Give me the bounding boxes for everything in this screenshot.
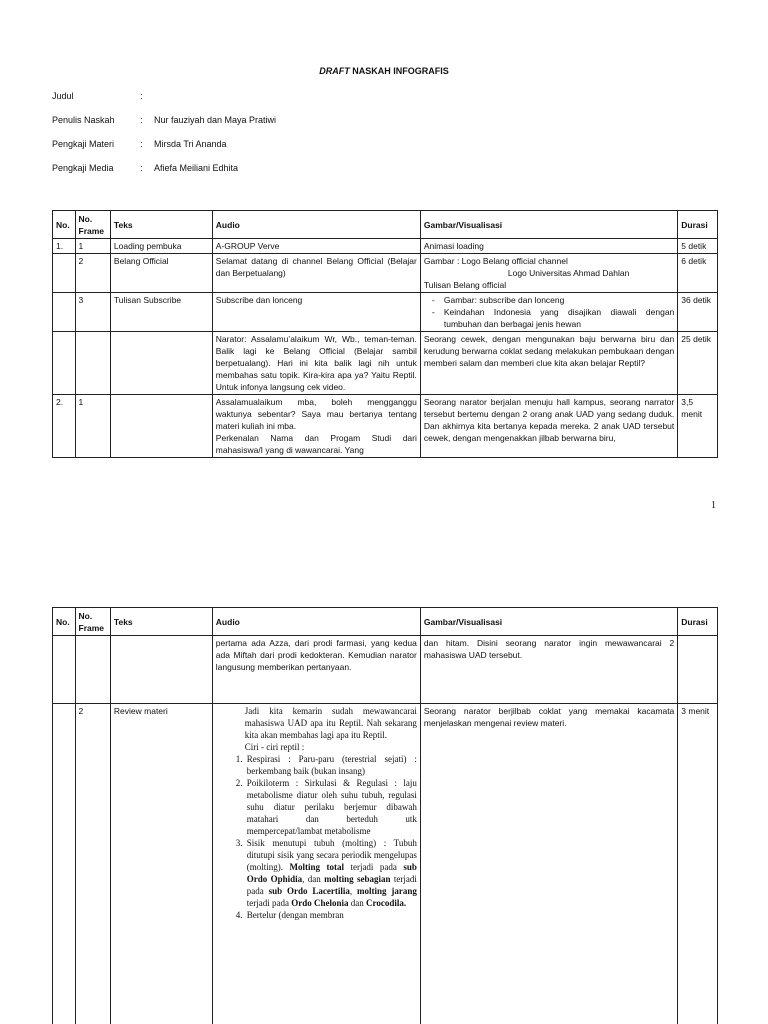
header-teks: Teks [110,608,212,636]
header-durasi: Durasi [678,608,718,636]
table-row: pertama ada Azza, dari prodi farmasi, yang kedua ada Miftah dari prodi kedokteran. Kemudian narator langusung memberikan pertanyaan. dan hitam. Disini seorang narator ingin mewawancarai 2 mahasiswa UAD tersebut. [53,636,718,704]
list-item: 1. Respirasi : Paru-paru (terestrial sejati) : berkembang baik (bukan insang) [245,753,417,777]
header-frame: No. Frame [75,608,110,636]
table-row: 2 Review materi Jadi kita kemarin sudah mewawancarai mahasiswa UAD apa itu Reptil. Nah sekarang kita akan membahas lagi apa itu Reptil. Ciri - ciri reptil : 1. Respirasi : Paru-paru (terestrial sejati) : berkembang baik (bukan insang) 2. Poikiloterm : Sirkulasi & Regulasi : laju metabolisme diatur oleh suhu tubuh, regulasi suhu diatur perilaku berjemur dibawah matahari dan berteduh utk mempercepat/lambat metabolisme 3. Sisik menutupi tubuh (molting) : Tubuh ditutupi sisik yang secara periodik mengelupas (molting). Molting total terjadi pada sub Ordo Ophidia, dan molting sebagian terjadi pada sub Ordo Lacertilia, molting jarang terjadi pada Ordo Chelonia dan Crocodila. 4. Bertelur (dengan membran Seorang narator berjilbab coklat yang memakai kacamata menjelaskan mengenai review materi. 3 menit [53,704,718,1024]
header-no: No. [53,608,76,636]
page-separator [0,560,768,580]
table-row: 1. 1 Loading pembuka A-GROUP Verve Animasi loading 5 detik [53,239,718,254]
header-frame: No. Frame [75,211,110,239]
header-teks: Teks [110,211,212,239]
visual-list [424,294,674,330]
table-row: 3 Tulisan Subscribe Subscribe dan lonceng - Gambar: subscribe dan lonceng - Keindahan Indonesia yang disajikan diawali dengan tumbuhan dan berbagai jenis hewan 36 detik [53,293,718,332]
header-audio: Audio [212,211,420,239]
table-row: 2. 1 Assalamualaikum mba, boleh mengganggu waktunya sebentar? Saya mau bertanya tentang materi kuliah ini mba. Perkenalan Nama dan Progam Studi dari mahasiswa/I yang di wawancarai. Yang Seorang narator berjalan menuju hall kampus, seorang narrator tersebut bertemu dengan 2 orang anak UAD yang sedang duduk. Dan akhirnya kita bertanya kepada mereka. 2 anak UAD tersebut cewek, dengan mengenakkan jilbab berwarna biru, 3,5 menit [53,395,718,458]
list-item: - Keindahan Indonesia yang disajikan diawali dengan tumbuhan dan berbagai jenis hewan [444,306,674,330]
document-page-2 [0,580,768,1024]
document-title: DRAFT NASKAH INFOGRAFIS [319,66,449,76]
list-item: 2. Poikiloterm : Sirkulasi & Regulasi : laju metabolisme diatur oleh suhu tubuh, regulasi suhu diatur perilaku berjemur dibawah matahari dan berteduh utk mempercepat/lambat metabolisme [245,777,417,837]
ciri-reptil-list [216,753,417,921]
header-durasi: Durasi [678,211,718,239]
list-item: 4. Bertelur (dengan membran [245,909,417,921]
table-header-row [53,608,718,636]
script-table-page-1 [52,210,718,458]
header-no: No. [53,211,76,239]
table-row: 2 Belang Official Selamat datang di channel Belang Official (Belajar dan Berpetualang) Gambar : Logo Belang official channel Logo Universitas Ahmad Dahlan Tulisan Belang official 6 detik [53,254,718,293]
header-audio: Audio [212,608,420,636]
header-gambar: Gambar/Visualisasi [420,211,677,239]
script-table-page-2 [52,607,718,1024]
list-item: - Gambar: subscribe dan lonceng [444,294,674,306]
table-header-row [53,211,718,239]
table-row: Narator: Assalamu’alaikum Wr, Wb., teman-teman. Balik lagi ke Belang Official (Belajar sambil berpetualang). Hari ini kita balik lagi nih untuk membahas satu topik. Kira-kira apa ya? Yaitu Reptil. Untuk infonya langsung cek video. Seorang cewek, dengan mengunakan baju berwarna biru dan kerudung berwarna coklat sedang melakukan pembukaan dengan memberi salam dan memberi clue kita akan belajar Reptil? 25 detik [53,332,718,395]
list-item: 3. Sisik menutupi tubuh (molting) : Tubuh ditutupi sisik yang secara periodik mengelupas (molting). Molting total terjadi pada sub Ordo Ophidia, dan molting sebagian terjadi pada sub Ordo Lacertilia, molting jarang terjadi pada Ordo Chelonia dan Crocodila. [245,837,417,909]
page-number: 1 [711,500,716,511]
header-gambar: Gambar/Visualisasi [420,608,677,636]
document-page-1: DRAFT NASKAH INFOGRAFIS Judul : Penulis Naskah : Nur fauziyah dan Maya Pratiwi Pengkaji Materi : Mirsda Tri Ananda Pengkaji Media : Afiefa Meiliani Edhita No. No. Frame Teks Audio Gambar/Visualisasi Durasi 1. 1 Loading pembuka A-GROUP Verve Animasi loading 5 detik 2 Belang Official Selamat datang di channel Belang Official (Belajar dan Berpetualang) Gambar : Logo Belang official channel Logo Universitas Ahmad Dahlan Tulisan Belang official 6 detik 3 Tulisan Subscribe Subscribe dan lonceng - Gambar: subscribe dan lonceng - Keindahan Indonesia yang disajikan diawali dengan tumbuhan dan berbagai jenis hewan 36 detik Narator: Assalamu’alaikum Wr, Wb., teman-teman. Balik lagi ke Belang Official (Belajar sambil berpetualang). Hari ini kita balik lagi nih untuk membahas satu topik. Kira-kira apa ya? Yaitu Reptil. Untuk infonya langsung cek video. Seorang cewek, dengan mengunakan baju berwarna biru dan kerudung berwarna coklat sedang melakukan pembukaan dengan memberi salam dan memberi clue kita akan belajar Reptil? 25 detik 2. 1 Assalamualaikum mba, boleh mengganggu waktunya sebentar? Saya mau bertanya tentang materi kuliah ini mba. Perkenalan Nama dan Progam Studi dari mahasiswa/I yang di wawancarai. Yang Seorang narator berjalan menuju hall kampus, seorang narrator tersebut bertemu dengan 2 orang anak UAD yang sedang duduk. Dan akhirnya kita bertanya kepada mereka. 2 anak UAD tersebut cewek, dengan mengenakkan jilbab berwarna biru, 3,5 menit 1 [0,0,768,560]
